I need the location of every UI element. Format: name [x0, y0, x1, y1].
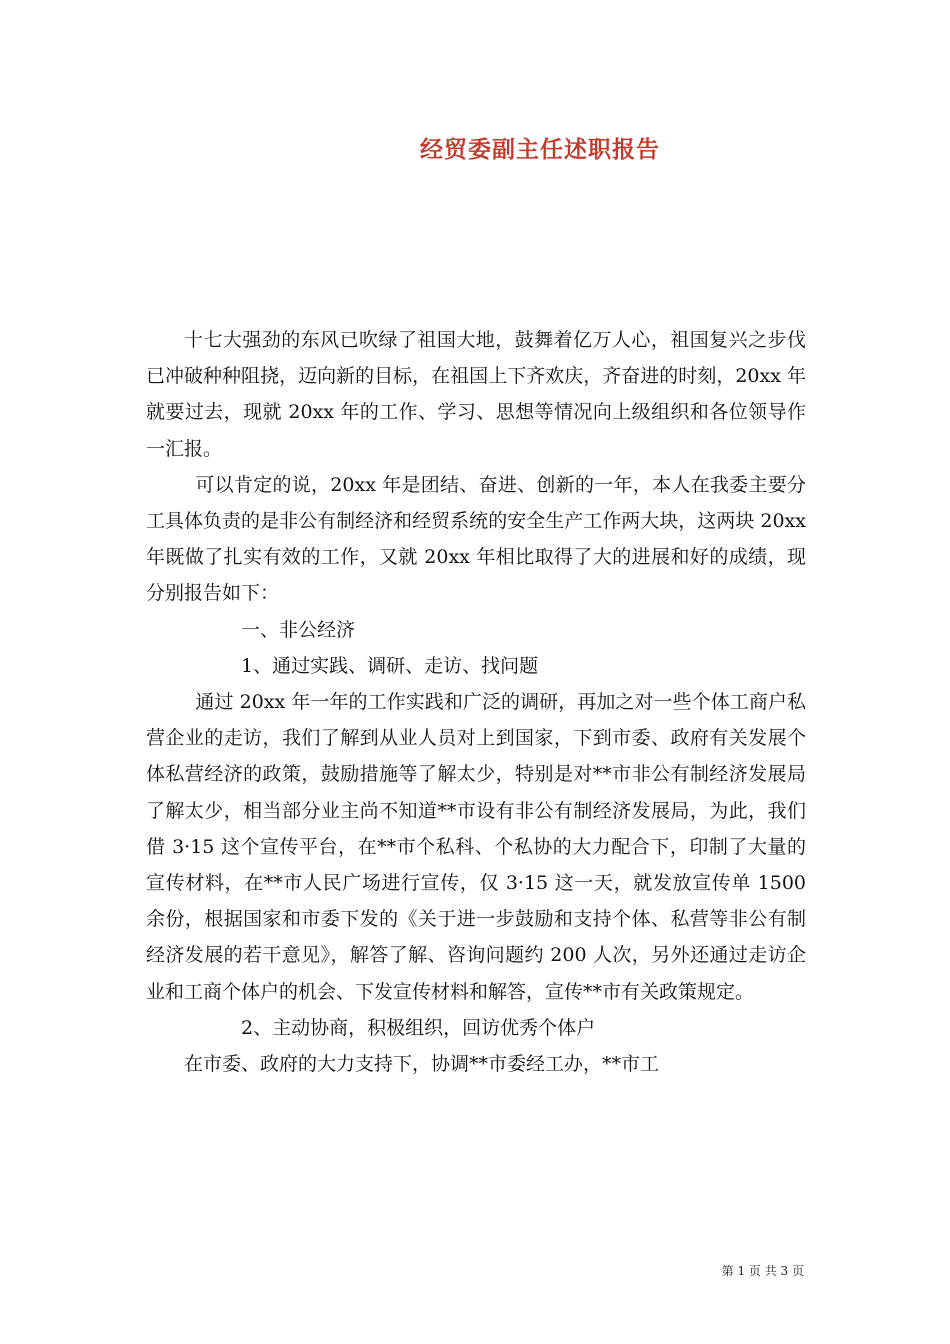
document-body — [146, 322, 806, 1082]
paragraph-coordination: 在市委、政府的大力支持下，协调**市委经工办，**市工 — [184, 1053, 660, 1076]
page-number-footer: 第 1 页 共 3 页 — [721, 1264, 804, 1278]
paragraph-summary: 可以肯定的说，20xx 年是团结、奋进、创新的一年，本人在我委主要分工具体负责的是非公有制经济和经贸系统的安全生产工作两大块，这两块 20xx 年既做了扎实有效的工作，又就 20xx 年相比取得了大的进展和好的成绩，现分别报告如下： — [146, 473, 806, 605]
subsection-heading-2: 2、主动协商，积极组织，回访优秀个体户 — [241, 1016, 596, 1039]
paragraph-research: 通过 20xx 年一年的工作实践和广泛的调研，再加之对一些个体工商户私营企业的走访，我们了解到从业人员对上到国家，下到市委、政府有关发展个体私营经济的政策，鼓励措施等了解太少，特别是对**市非公有制经济发展局了解太少，相当部分业主尚不知道**市设有非公有制经济发展局，为此，我们借 3·15 这个宣传平台，在**市个私科、个私协的大力配合下，印制了大量的宣传材料，在**市人民广场进行宣传，仅 3·15 这一天，就发放宣传单 1500 余份，根据国家和市委下发的《关于进一步鼓励和支持个体、私营等非公有制经济发展的若干意见》，解答了解、咨询问题约 200 人次，另外还通过走访企业和工商个体户的机会、下发宣传材料和解答，宣传**市有关政策规定。 — [146, 691, 806, 1003]
document-title: 经贸委副主任述职报告 — [420, 136, 660, 163]
section-heading-non-public-economy: 一、非公经济 — [241, 618, 356, 641]
paragraph-intro: 十七大强劲的东风已吹绿了祖国大地，鼓舞着亿万人心，祖国复兴之步伐已冲破种种阻挠，迈向新的目标，在祖国上下齐欢庆，齐奋进的时刻，20xx 年就要过去，现就 20xx 年的工作、学习、思想等情况向上级组织和各位领导作一汇报。 — [146, 329, 806, 460]
subsection-heading-1: 1、通过实践、调研、走访、找问题 — [241, 654, 539, 677]
